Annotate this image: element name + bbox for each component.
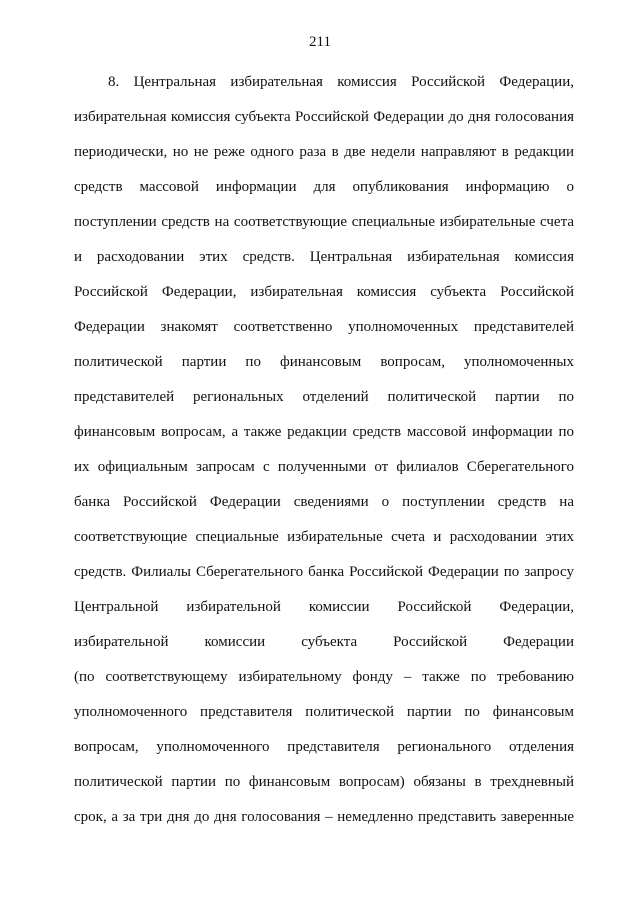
text-line: срок, а за три дня до дня голосования – немедленно представить заверенные (74, 809, 574, 825)
page-number: 211 (309, 34, 331, 50)
text-line: Центральной избирательной комиссии Российской Федерации, (74, 599, 574, 615)
text-line: Федерации знакомят соответственно уполномоченных представителей (74, 319, 574, 335)
text-line: 8. Центральная избирательная комиссия Российской Федерации, (108, 74, 574, 90)
text-line: банка Российской Федерации сведениями о поступлении средств на (74, 494, 574, 510)
text-line: уполномоченного представителя политической партии по финансовым (74, 704, 574, 720)
text-line: и расходовании этих средств. Центральная избирательная комиссия (74, 249, 574, 265)
text-line: финансовым вопросам, а также редакции средств массовой информации по (74, 424, 574, 440)
text-line: поступлении средств на соответствующие специальные избирательные счета (74, 214, 574, 230)
text-line: представителей региональных отделений политической партии по (74, 389, 574, 405)
text-line: избирательной комиссии субъекта Российской Федерации (74, 634, 574, 650)
body-paragraph (74, 72, 574, 842)
text-line: Российской Федерации, избирательная комиссия субъекта Российской (74, 284, 574, 300)
text-line: (по соответствующему избирательному фонду – также по требованию (74, 669, 574, 685)
text-line: соответствующие специальные избирательные счета и расходовании этих (74, 529, 574, 545)
text-line: политической партии по финансовым вопросам) обязаны в трехдневный (74, 774, 574, 790)
text-line: избирательная комиссия субъекта Российской Федерации до дня голосования (74, 109, 574, 125)
text-line: вопросам, уполномоченного представителя регионального отделения (74, 739, 574, 755)
text-line: периодически, но не реже одного раза в две недели направляют в редакции (74, 144, 574, 160)
text-line: средств. Филиалы Сберегательного банка Российской Федерации по запросу (74, 564, 574, 580)
text-line: средств массовой информации для опубликования информацию о (74, 179, 574, 195)
text-line: политической партии по финансовым вопросам, уполномоченных (74, 354, 574, 370)
text-line: их официальным запросам с полученными от филиалов Сберегательного (74, 459, 574, 475)
